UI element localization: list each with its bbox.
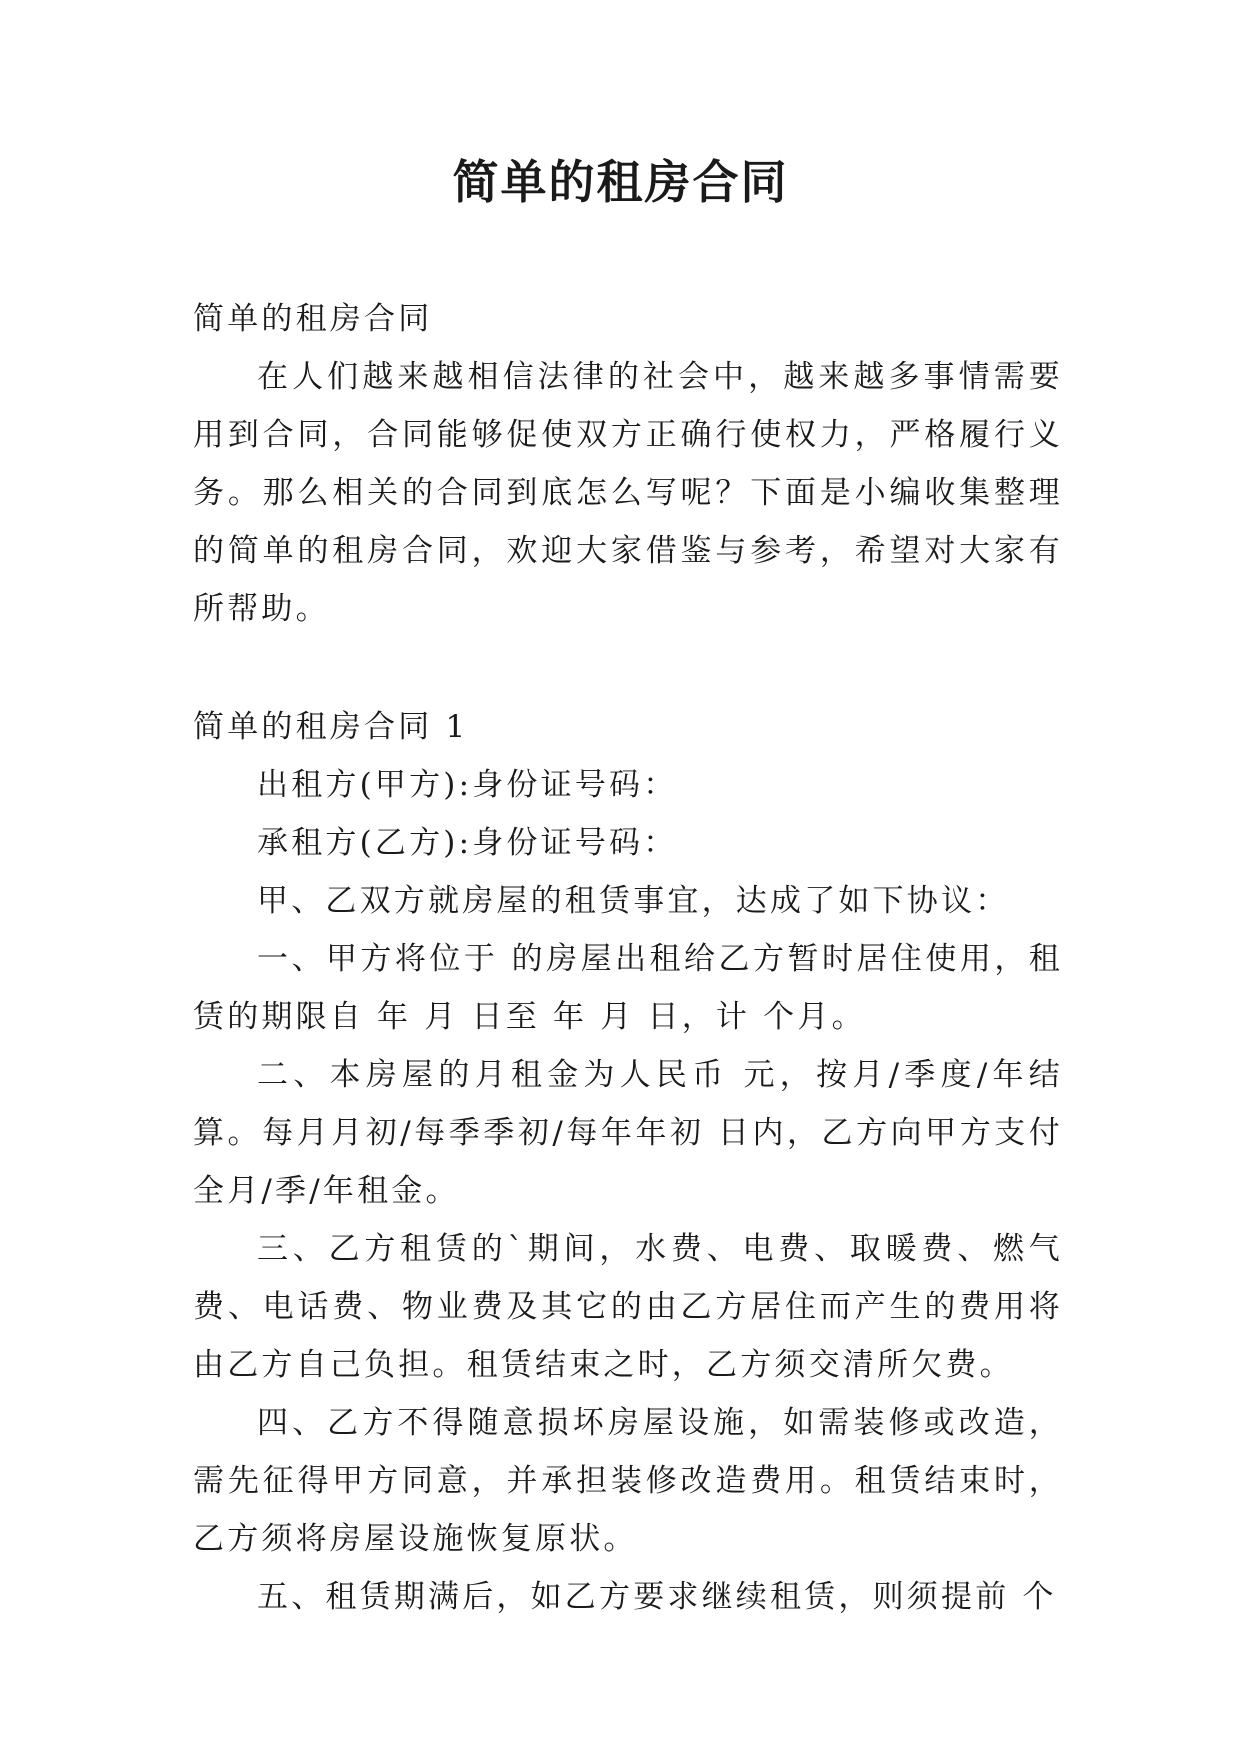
intro-paragraph: 在人们越来越相信法律的社会中，越来越多事情需要用到合同，合同能够促使双方正确行使权力，严格履行义务。那么相关的合同到底怎么写呢？下面是小编收集整理的简单的租房合同，欢迎大家借鉴与参考，希望对大家有所帮助。: [193, 359, 1063, 627]
agreement-line: 甲、乙双方就房屋的租赁事宜，达成了如下协议：: [257, 883, 1010, 919]
document-title: 简单的租房合同: [452, 155, 789, 209]
lessee-line: 承租方(乙方):身份证号码：: [257, 825, 678, 861]
intro-heading: 简单的租房合同: [193, 301, 433, 337]
section-heading: 简单的租房合同 1: [193, 709, 469, 745]
clause-5: 五、租赁期满后，如乙方要求继续租赁，则须提前 个: [257, 1579, 1057, 1615]
section-gap: [193, 638, 1063, 698]
clause-4: 四、乙方不得随意损坏房屋设施，如需装修或改造，需先征得甲方同意，并承担装修改造费用。租赁结束时，乙方须将房屋设施恢复原状。: [193, 1405, 1063, 1557]
clause-1: 一、甲方将位于 的房屋出租给乙方暂时居住使用，租赁的期限自 年 月 日至 年 月 日，计 个月。: [193, 941, 1063, 1035]
clause-3: 三、乙方租赁的`期间，水费、电费、取暖费、燃气费、电话费、物业费及其它的由乙方居住而产生的费用将由乙方自己负担。租赁结束之时，乙方须交清所欠费。: [193, 1231, 1063, 1383]
document-body: [193, 290, 1063, 1626]
clause-2: 二、本房屋的月租金为人民币 元，按月/季度/年结算。每月月初/每季季初/每年年初 日内，乙方向甲方支付全月/季/年租金。: [193, 1057, 1063, 1209]
lessor-line: 出租方(甲方):身份证号码：: [257, 767, 678, 803]
